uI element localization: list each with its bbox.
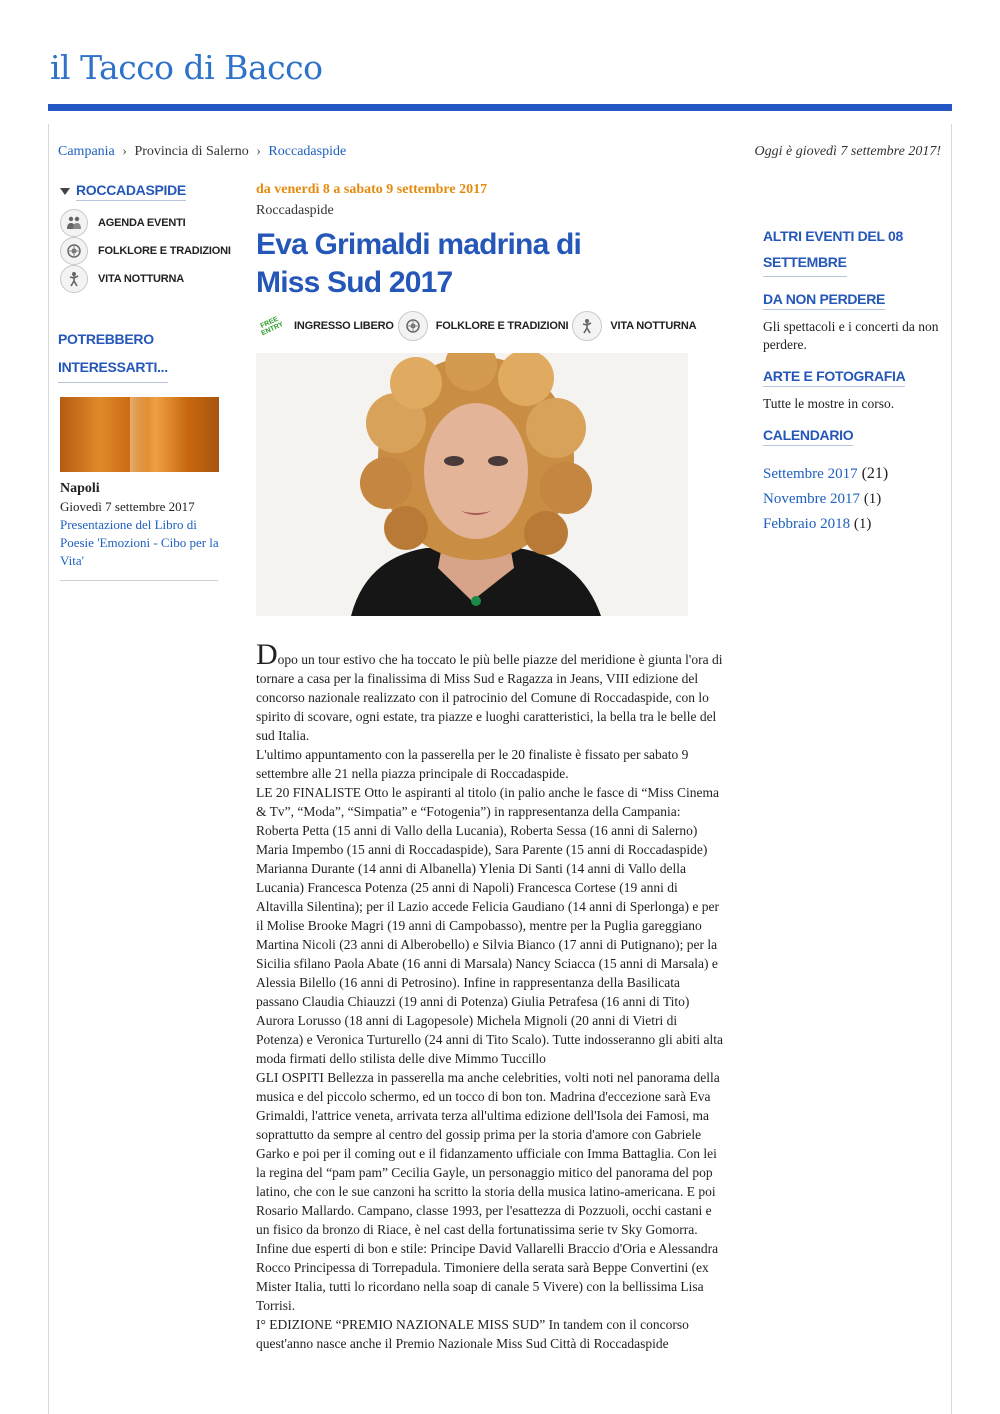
article-body xyxy=(256,638,726,1353)
article-paragraph-1-text: opo un tour estivo che ha toccato le più belle piazze del meridione è giunta l'ora di tornare a casa per la finalissima di Miss Sud e Ragazza in Jeans, VIII edizione del concorso nazionale realizzato con il patrocinio del Comune di Roccadaspide, con lo spirito di scovare, ogni estate, tra piazze e luoghi caratteristici, la bella tra le belle del sud Italia. xyxy=(256,652,723,743)
altri-eventi-link-line1[interactable]: ALTRI EVENTI DEL 08 xyxy=(763,228,904,244)
related-event-date: Giovedì 7 settembre 2017 xyxy=(60,499,195,514)
altri-eventi-link-line2[interactable]: SETTEMBRE xyxy=(763,250,847,277)
altri-eventi-block xyxy=(763,224,943,277)
calendar-month-count: (1) xyxy=(863,491,882,507)
calendario-block xyxy=(763,427,943,537)
tag-folklore[interactable] xyxy=(398,311,569,341)
related-event xyxy=(60,480,220,570)
right-sidebar xyxy=(763,224,943,551)
article-paragraph-4: GLI OSPITI Bellezza in passerella ma anche celebrities, volti noti nel panorama della musica e del piccolo schermo, ed un tocco di bon ton. Madrina d'eccezione sarà Eva Grimaldi, l'attrice veneta, arrivata terza all'ultima edizione dell'Isola dei Famosi, ma soprattutto da sempre al centro del gossip prima per la storia d'amore con Gabriele Garko e poi per il coming out e il fidanzamento ufficiale con Imma Battaglia. Con lei la regina del “pam pam” Cecilia Gayle, un personaggio mitico del panorama del pop latino, che con le sue canzoni ha scritto la storia della musica latino-americana. E poi Rosario Mallardo. Campano, classe 1993, per l'esattezza di Pozzuoli, occhi castani e un fisico da bronzo di Riace, è nel cast della fortunatissima serie tv Sky Gomorra. Infine due esperti di bon e stile: Principe David Vallarelli Braccio d'Oria e Alessandra Rocco Principessa di Torrepadula. Timoniere della serata sarà Beppe Convertini (ex Mister Italia, tutti lo ricordano nella soap di canale 5 Vivere) con la bellissima Lisa Torrisi. xyxy=(256,1070,720,1313)
calendar-month xyxy=(763,462,943,487)
event-title xyxy=(256,226,676,302)
tag-label: INGRESSO LIBERO xyxy=(294,320,394,332)
header-bar xyxy=(48,104,952,111)
left-nav-title[interactable] xyxy=(60,182,260,201)
nav-item-folklore[interactable] xyxy=(60,237,260,265)
tag-label: FOLKLORE E TRADIZIONI xyxy=(435,320,569,332)
arte-text: Tutte le mostre in corso. xyxy=(763,396,895,411)
calendario-heading: CALENDARIO xyxy=(763,427,853,446)
left-nav xyxy=(60,182,260,293)
breadcrumb-campania[interactable]: Campania xyxy=(58,144,115,159)
event-title-line1: Eva Grimaldi madrina di xyxy=(256,228,582,261)
event-tags xyxy=(256,311,700,341)
folklore-icon xyxy=(60,237,88,265)
calendar-month-link[interactable]: Settembre 2017 xyxy=(763,466,858,482)
site-logo[interactable]: il Tacco di Bacco xyxy=(50,48,323,87)
related-heading-line2: INTERESSARTI... xyxy=(58,354,168,383)
nav-item-label: FOLKLORE E TRADIZIONI xyxy=(98,245,231,257)
free-entry-icon xyxy=(256,311,286,341)
portrait-illustration xyxy=(256,353,688,616)
left-nav-heading: ROCCADASPIDE xyxy=(76,182,186,201)
tag-vita-notturna[interactable] xyxy=(572,311,696,341)
nav-item-label: AGENDA EVENTI xyxy=(98,217,186,229)
breadcrumb-roccadaspide[interactable]: Roccadaspide xyxy=(268,144,347,159)
folklore-icon xyxy=(398,311,428,341)
calendar-month-link[interactable]: Febbraio 2018 xyxy=(763,516,851,532)
non-perdere-block xyxy=(763,291,943,354)
arte-block xyxy=(763,368,943,413)
calendar-month-count: (21) xyxy=(861,465,889,482)
arte-link[interactable]: ARTE E FOTOGRAFIA xyxy=(763,368,905,387)
related-heading-line1: POTREBBERO xyxy=(58,331,154,347)
dancer-icon xyxy=(572,311,602,341)
triangle-down-icon xyxy=(60,188,70,195)
dancer-icon xyxy=(60,265,88,293)
breadcrumb-separator: › xyxy=(122,144,127,159)
event-date-range: da venerdì 8 a sabato 9 settembre 2017 xyxy=(256,182,488,197)
people-icon xyxy=(60,209,88,237)
related-section xyxy=(58,326,218,383)
nav-item-label: VITA NOTTURNA xyxy=(98,273,185,285)
event-photo xyxy=(256,353,688,616)
event-title-line2: Miss Sud 2017 xyxy=(256,266,453,299)
calendar-month-link[interactable]: Novembre 2017 xyxy=(763,491,861,507)
related-event-city: Napoli xyxy=(60,481,100,496)
non-perdere-text: Gli spettacoli e i concerti da non perdere. xyxy=(763,319,939,352)
article-paragraph-3: LE 20 FINALISTE Otto le aspiranti al titolo (in palio anche le fasce di “Miss Cinema & Tv”, “Moda”, “Simpatia” e “Fotogenia”) in rappresentanza della Campania: Roberta Petta (15 anni di Vallo della Lucania), Roberta Sessa (16 anni di Salerno) Maria Impembo (15 anni di Roccadaspide), Sara Parente (15 anni di Roccadaspide) Marianna Durante (14 anni di Albanella) Ylenia Di Santi (14 anni di Vallo della Lucania) Francesca Potenza (25 anni di Napoli) Francesca Cortese (19 anni di Altavilla Silentina); per il Lazio accede Felicia Gaudiano (14 anni di Sperlonga) e per il Molise Brooke Magri (19 anni di Campobasso), mentre per la Puglia gareggiano Martina Nicoli (23 anni di Alberobello) e Silvia Bianco (17 anni di Putignano); per la Sicilia sfilano Paola Abate (16 anni di Marsala) Nancy Sciacca (15 anni di Marsala) e Alessia Bilello (16 anni di Petrosino). Infine in rappresentanza della Basilicata passano Claudia Chiauzzi (19 anni di Potenza) Giulia Petrafesa (16 anni di Tito) Aurora Lorusso (18 anni di Lagopesole) Michela Mignoli (20 anni di Vietri di Potenza) e Veronica Turturello (24 anni di Tito Scalo). Tutte indosseranno gli abiti alta moda firmati dello stilista delle dive Mimmo Tuccillo xyxy=(256,785,723,1066)
event-place: Roccadaspide xyxy=(256,203,334,218)
today-date: Oggi è giovedì 7 settembre 2017! xyxy=(754,144,941,159)
divider xyxy=(60,580,218,581)
related-event-link[interactable]: Presentazione del Libro di Poesie 'Emozioni - Cibo per la Vita' xyxy=(60,517,219,568)
calendar-month xyxy=(763,512,943,537)
non-perdere-link[interactable]: DA NON PERDERE xyxy=(763,291,885,310)
breadcrumb-province: Provincia di Salerno xyxy=(134,144,249,159)
drop-cap: D xyxy=(256,638,278,671)
breadcrumb-separator: › xyxy=(256,144,261,159)
free-entry-badge: FREE ENTRY xyxy=(259,315,285,338)
related-event-image[interactable] xyxy=(60,397,219,472)
calendar-month-count: (1) xyxy=(853,516,872,532)
breadcrumb xyxy=(58,144,346,160)
tag-ingresso-libero[interactable] xyxy=(256,311,394,341)
article-paragraph-2: L'ultimo appuntamento con la passerella per le 20 finaliste è fissato per sabato 9 settembre alle 21 nella piazza principale di Roccadaspide. xyxy=(256,747,689,781)
calendar-month xyxy=(763,487,943,512)
tag-label: VITA NOTTURNA xyxy=(610,320,697,332)
nav-item-agenda[interactable] xyxy=(60,209,260,237)
article-paragraph-1 xyxy=(256,638,726,745)
nav-item-nightlife[interactable] xyxy=(60,265,260,293)
article-paragraph-5: I° EDIZIONE “PREMIO NAZIONALE MISS SUD” In tandem con il concorso quest'anno nasce anche il Premio Nazionale Miss Sud Città di Roccadaspide xyxy=(256,1317,689,1351)
